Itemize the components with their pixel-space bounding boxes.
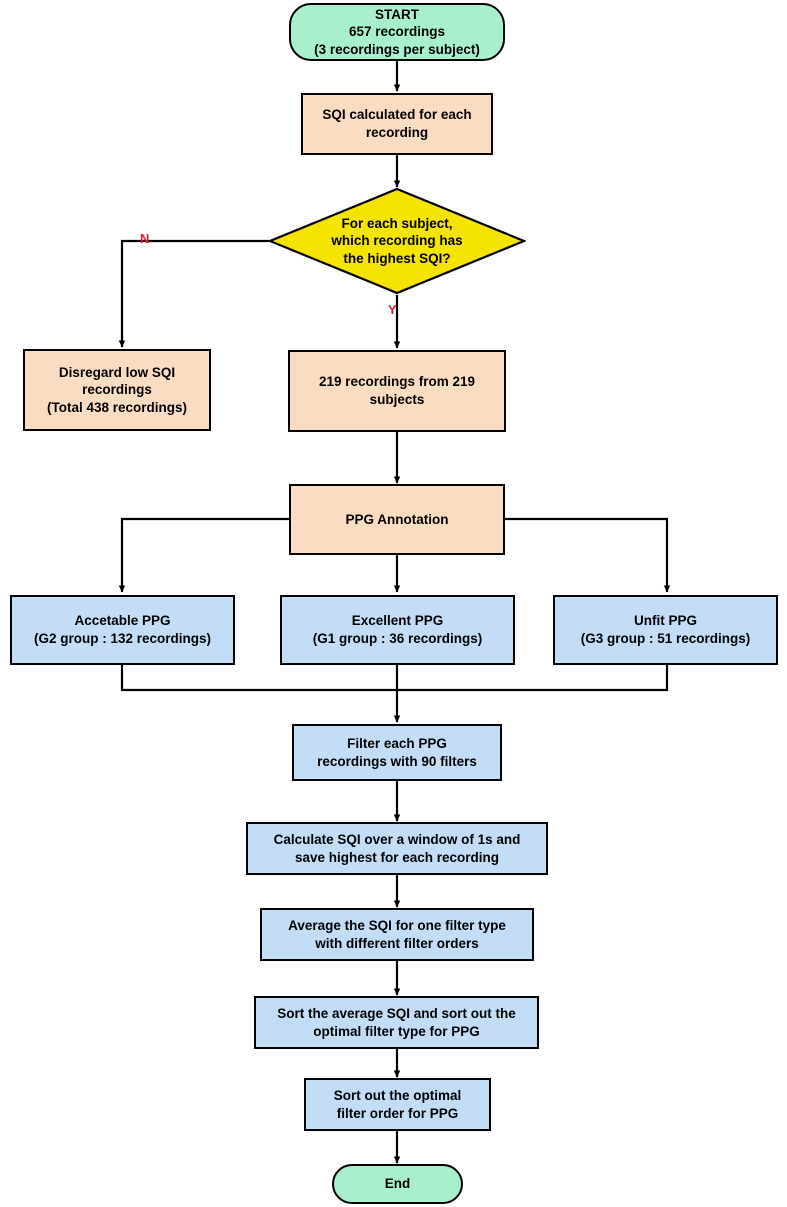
edge-label-no: N: [140, 231, 150, 246]
node-sqi-calculated: [301, 93, 493, 155]
node-ppg-annotation: [289, 484, 505, 555]
node-average-line-1: Average the SQI for one filter type: [288, 917, 506, 933]
node-decision-line-2: which recording has: [331, 233, 463, 249]
node-window-sqi-line-1: Calculate SQI over a window of 1s and: [273, 831, 521, 847]
node-filter-line-1: Filter each PPG: [347, 735, 447, 751]
node-kept-line-1: 219 recordings from 219: [318, 374, 476, 390]
node-kept-line-2: subjects: [369, 392, 425, 407]
node-start: [289, 3, 505, 61]
node-average-sqi: [260, 908, 534, 961]
node-end-line-1: End: [384, 1176, 411, 1192]
node-window-sqi-line-2: save highest for each recording: [294, 849, 500, 865]
node-excellent-line-2: (G1 group : 36 recordings): [312, 631, 483, 646]
node-decision-line-3: the highest SQI?: [343, 250, 451, 266]
node-window-sqi: [246, 822, 548, 875]
node-start-line-2: 657 recordings: [348, 24, 446, 40]
node-excellent-ppg: [280, 595, 515, 665]
node-start-line-3: (3 recordings per subject): [314, 41, 480, 57]
node-unfit-ppg: [553, 595, 778, 665]
node-kept-recordings: [288, 350, 506, 432]
node-excellent-line-1: Excellent PPG: [351, 613, 444, 629]
node-disregard-line-1: Disregard low SQI: [58, 364, 176, 380]
node-sort-type-line-2: optimal filter type for PPG: [313, 1023, 480, 1039]
node-sort-filter-type: [254, 996, 539, 1049]
node-disregard-line-2: recordings: [82, 382, 152, 398]
node-disregard-low-sqi: [23, 349, 211, 431]
node-acceptable-line-1: Accetable PPG: [74, 613, 171, 629]
node-sqi-calculated-line-2: recording: [365, 125, 429, 140]
node-ppg-annotation-line-1: PPG Annotation: [345, 511, 449, 527]
node-disregard-line-3: (Total 438 recordings): [46, 399, 188, 415]
node-filter-recordings: [292, 724, 502, 781]
node-unfit-line-2: (G3 group : 51 recordings): [580, 631, 751, 646]
node-filter-line-2: recordings with 90 filters: [317, 753, 477, 769]
node-unfit-line-1: Unfit PPG: [634, 613, 697, 629]
node-average-line-2: with different filter orders: [315, 935, 479, 951]
node-acceptable-line-2: (G2 group : 132 recordings): [33, 631, 212, 646]
node-sort-order-line-1: Sort out the optimal: [333, 1087, 462, 1103]
node-acceptable-ppg: [10, 595, 235, 665]
node-decision-highest-sqi: [268, 187, 526, 295]
node-sort-order-line-2: filter order for PPG: [336, 1105, 459, 1121]
node-end: [332, 1164, 463, 1204]
node-sort-filter-order: [304, 1078, 491, 1131]
node-sqi-calculated-line-1: SQI calculated for each: [322, 107, 472, 123]
edge-label-yes: Y: [388, 302, 397, 317]
node-decision-line-1: For each subject,: [341, 215, 453, 231]
node-sort-type-line-1: Sort the average SQI and sort out the: [277, 1005, 516, 1021]
node-start-line-1: START: [375, 6, 419, 22]
